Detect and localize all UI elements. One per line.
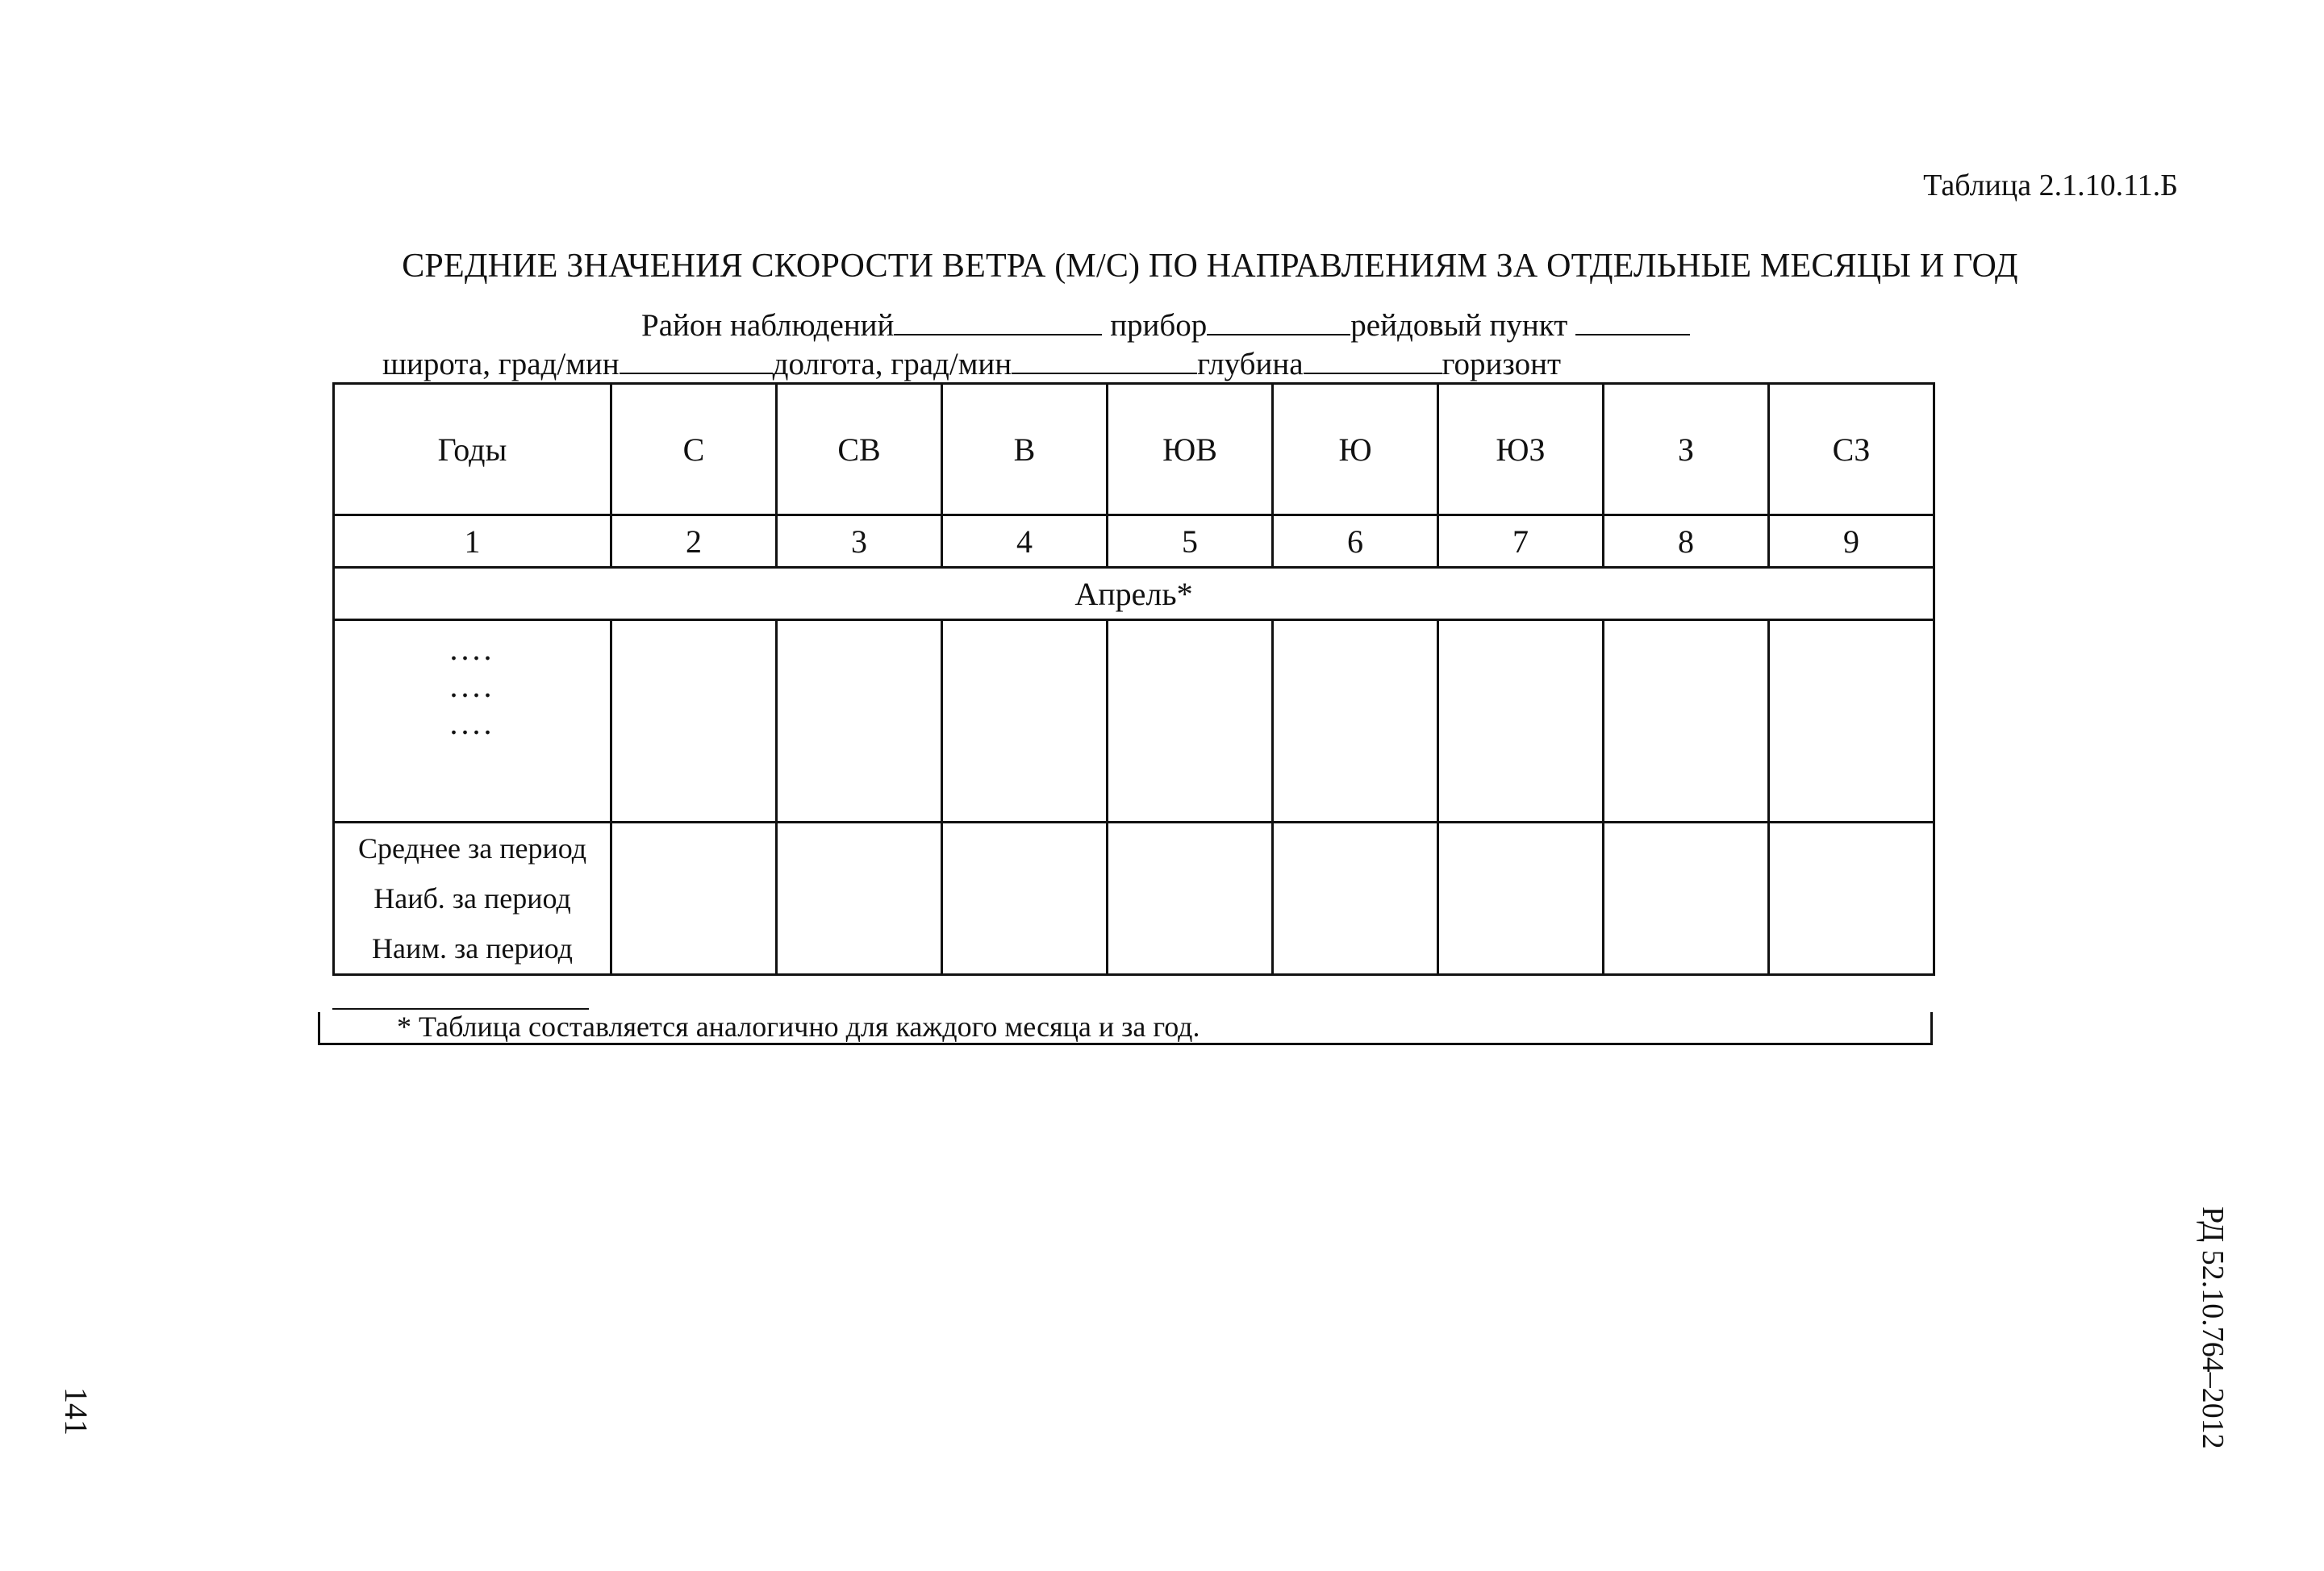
placeholder-dots: .... bbox=[449, 631, 495, 667]
stat-mean-label: Среднее за период bbox=[357, 832, 587, 865]
column-number: 8 bbox=[1604, 515, 1769, 568]
column-number: 7 bbox=[1438, 515, 1604, 568]
column-number: 5 bbox=[1108, 515, 1273, 568]
table-cell bbox=[1438, 620, 1604, 823]
table-cell bbox=[611, 620, 777, 823]
table-cell bbox=[777, 620, 942, 823]
table-cell bbox=[1108, 823, 1273, 975]
header-years: Годы bbox=[334, 384, 611, 515]
column-number: 2 bbox=[611, 515, 777, 568]
table-cell bbox=[1604, 620, 1769, 823]
column-number-row bbox=[334, 515, 1934, 568]
longitude-label: долгота, град/мин bbox=[772, 347, 1012, 381]
station-label: рейдовый пункт bbox=[1350, 308, 1568, 343]
longitude-field bbox=[1012, 371, 1197, 374]
table-cell bbox=[777, 823, 942, 975]
data-row bbox=[334, 620, 1934, 823]
region-label: Район наблюдений bbox=[641, 308, 895, 343]
placeholder-dots: .... bbox=[449, 705, 495, 741]
depth-label: глубина bbox=[1197, 347, 1304, 381]
latitude-field bbox=[620, 371, 773, 374]
month-label: Апрель* bbox=[334, 568, 1934, 620]
header-ne: СВ bbox=[777, 384, 942, 515]
column-number: 3 bbox=[777, 515, 942, 568]
params-row-1 bbox=[641, 310, 1690, 341]
table-cell bbox=[1108, 620, 1273, 823]
table-cell bbox=[942, 620, 1108, 823]
params-row-2 bbox=[382, 348, 1561, 380]
device-field bbox=[1207, 332, 1350, 335]
table-cell bbox=[1769, 823, 1934, 975]
stats-labels-cell bbox=[334, 823, 611, 975]
page-number: 141 bbox=[58, 1387, 94, 1436]
column-number: 4 bbox=[942, 515, 1108, 568]
table-cell bbox=[1604, 823, 1769, 975]
header-n: С bbox=[611, 384, 777, 515]
stat-min-label: Наим. за период bbox=[371, 932, 573, 965]
table-cell bbox=[1273, 620, 1438, 823]
page-title: СРЕДНИЕ ЗНАЧЕНИЯ СКОРОСТИ ВЕТРА (М/С) ПО НАПРАВЛЕНИЯМ ЗА ОТДЕЛЬНЫЕ МЕСЯЦЫ И ГОД bbox=[402, 248, 2018, 285]
column-number: 6 bbox=[1273, 515, 1438, 568]
column-number: 1 bbox=[334, 515, 611, 568]
depth-field bbox=[1304, 371, 1442, 374]
years-placeholder-cell bbox=[334, 620, 611, 823]
horizon-label: горизонт bbox=[1442, 347, 1562, 381]
header-e: В bbox=[942, 384, 1108, 515]
header-nw: СЗ bbox=[1769, 384, 1934, 515]
wind-speed-table bbox=[332, 382, 1935, 976]
table-cell bbox=[611, 823, 777, 975]
stat-max-label: Наиб. за период bbox=[373, 882, 571, 915]
station-field bbox=[1575, 332, 1690, 335]
table-cell bbox=[1273, 823, 1438, 975]
table-number: Таблица 2.1.10.11.Б bbox=[1923, 169, 2178, 202]
header-row bbox=[334, 384, 1934, 515]
month-row bbox=[334, 568, 1934, 620]
table-cell bbox=[1438, 823, 1604, 975]
table-cell bbox=[1769, 620, 1934, 823]
footnote: * Таблица составляется аналогично для каждого месяца и за год. bbox=[397, 1011, 1200, 1043]
table-cell bbox=[942, 823, 1108, 975]
placeholder-dots: .... bbox=[449, 668, 495, 704]
column-number: 9 bbox=[1769, 515, 1934, 568]
header-s: Ю bbox=[1273, 384, 1438, 515]
document-code: РД 52.10.764–2012 bbox=[2196, 1206, 2230, 1449]
latitude-label: широта, град/мин bbox=[382, 347, 620, 381]
device-label: прибор bbox=[1110, 308, 1208, 343]
header-w: З bbox=[1604, 384, 1769, 515]
region-field bbox=[894, 332, 1102, 335]
header-se: ЮВ bbox=[1108, 384, 1273, 515]
header-sw: ЮЗ bbox=[1438, 384, 1604, 515]
stats-row bbox=[334, 823, 1934, 975]
